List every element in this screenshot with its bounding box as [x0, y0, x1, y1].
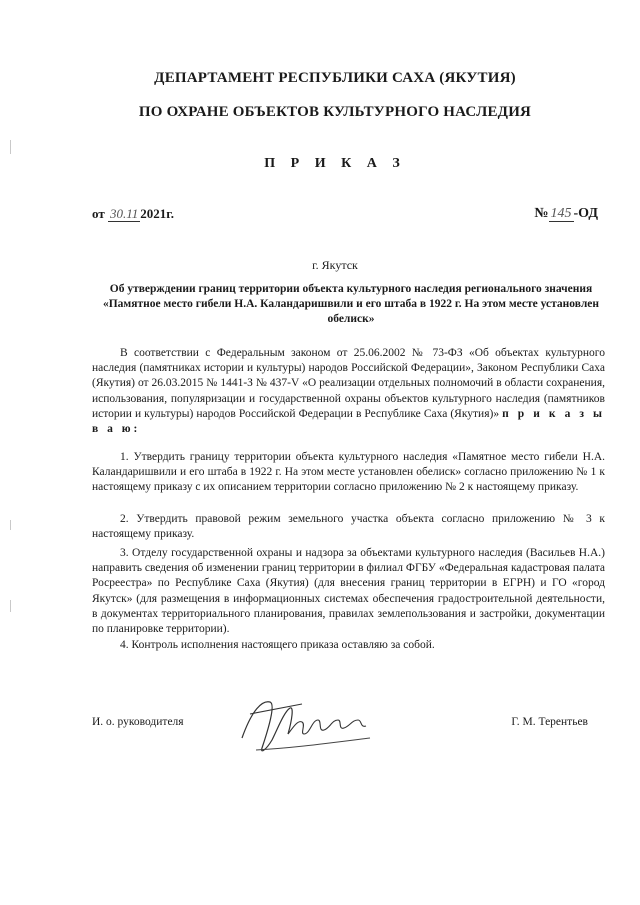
- signatory-role: И. о. руководителя: [92, 716, 184, 728]
- scan-mark: [10, 140, 11, 154]
- scan-mark: [10, 520, 11, 530]
- scan-mark: [10, 600, 11, 612]
- number-handwritten: 145: [550, 206, 572, 221]
- date-suffix: 2021г.: [140, 206, 174, 221]
- order-number: [534, 206, 598, 222]
- intro-paragraph: [92, 346, 605, 437]
- date-prefix: от: [92, 206, 105, 221]
- order-item-3: 3. Отделу государственной охраны и надзора за объектами культурного наследия (Васильев Н.А.) направить сведения об изменении границ территории в филиал ФГБУ «Федеральная кадастровая палата Росреестра» по Республике Саха (Якутия) (для внесения границ территории в ЕГРН) и ГО «город Якутск» (для размещения в информационных системах обеспечения градостроительной деятельности, в документах территориального планирования, правилах землепользования и застройки, документации по планировке территории).: [92, 547, 605, 636]
- signatory-name: Г. М. Терентьев: [511, 716, 588, 728]
- number-suffix: -ОД: [573, 206, 598, 221]
- date-handwritten: 30.11: [109, 206, 139, 221]
- department-name-line2: ПО ОХРАНЕ ОБЪЕКТОВ КУЛЬТУРНОГО НАСЛЕДИЯ: [138, 104, 532, 120]
- order-item-2: 2. Утвердить правовой режим земельного участка объекта согласно приложению № 3 к настоящему приказу.: [92, 513, 605, 541]
- number-prefix: №: [534, 206, 549, 221]
- document-type-title: П Р И К А З: [264, 156, 406, 171]
- order-subject: Об утверждении границ территории объекта культурного наследия регионального значения «Памятное место гибели Н.А. Каландаришвили и его штаба в 1922 г. На этом месте установлен обелиск»: [102, 283, 600, 325]
- handwritten-signature: [232, 690, 382, 760]
- order-item-4: 4. Контроль исполнения настоящего приказа оставляю за собой.: [120, 639, 435, 651]
- department-name-line1: ДЕПАРТАМЕНТ РЕСПУБЛИКИ САХА (ЯКУТИЯ): [154, 70, 516, 86]
- decree-word: п р и к а з ы в а ю:: [92, 407, 606, 436]
- order-item-1: 1. Утвердить границу территории объекта культурного наследия «Памятное место гибели Н.А. Каландаришвили и его штаба в 1922 г. На этом месте установлен обелиск» согласно приложению № 1 к настоящему приказу с их описанием территории согласно приложению № 2 к настоящему приказу.: [92, 451, 605, 494]
- city-line: г. Якутск: [312, 258, 358, 272]
- order-date: [92, 206, 174, 222]
- intro-text: В соответствии с Федеральным законом от 25.06.2002 № 73-ФЗ «Об объектах культурного наследия (памятниках истории и культуры) народов Российской Федерации», Законом Республики Саха (Якутия) от 26.03.2015 № 1441-З № 437-V «О реализации отдельных полномочий в области сохранения, использования, популяризации и государственной охраны объектов культурного наследия (памятников истории и культуры) народов Российской Федерации в Республике Саха (Якутия)»: [92, 347, 605, 420]
